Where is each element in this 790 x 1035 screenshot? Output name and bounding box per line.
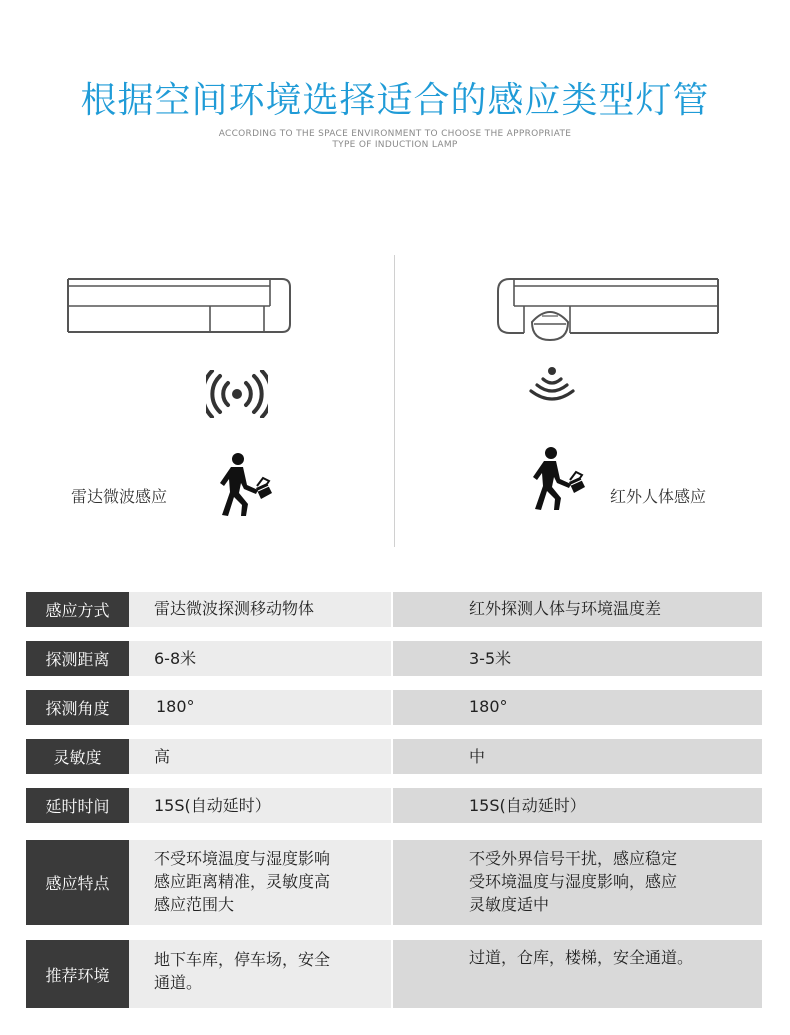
row-header: 灵敏度 [26, 739, 129, 774]
radar-cell-text: 高 [154, 747, 171, 766]
infrared-cell-text: 过道，仓库，楼梯，安全通道。 [469, 948, 694, 967]
subtitle-line-2: TYPE OF INDUCTION LAMP [332, 140, 458, 150]
infrared-cell [393, 592, 762, 627]
table-row-sensing-method [26, 592, 762, 627]
radar-cell-text: 180° [156, 697, 195, 716]
page-title: 根据空间环境选择适合的感应类型灯管 [80, 80, 710, 121]
infrared-cell-text: 180° [469, 697, 508, 716]
row-header: 探测距离 [26, 641, 129, 676]
infrared-cell [393, 739, 762, 774]
table-row-delay-time [26, 788, 762, 823]
table-row-detection-distance [26, 641, 762, 676]
radar-cell-text: 地下车库，停车场，安全 通道。 [154, 950, 331, 992]
radar-cell [129, 940, 391, 1008]
subtitle-line-1: ACCORDING TO THE SPACE ENVIRONMENT TO CHOOSE THE APPROPRIATE [218, 129, 572, 139]
infrared-cell [393, 940, 762, 1008]
row-header: 推荐环境 [26, 940, 129, 1008]
radar-cell [129, 641, 391, 676]
radar-cell [129, 788, 391, 823]
radar-label: 雷达微波感应 [71, 487, 168, 506]
table-row-sensitivity [26, 739, 762, 774]
radar-wave-icon [206, 370, 268, 418]
infrared-wave-icon [528, 366, 576, 402]
radar-cell [129, 840, 391, 925]
infrared-cell [393, 788, 762, 823]
radar-cell [129, 690, 391, 725]
row-header: 感应方式 [26, 592, 129, 627]
radar-cell-text: 15S(自动延时） [154, 796, 271, 815]
table-row-features [26, 840, 762, 925]
radar-tube-illustration [64, 276, 296, 338]
center-divider [394, 255, 395, 547]
radar-cell-text: 不受环境温度与湿度影响 感应距离精准，灵敏度高 感应范围大 [154, 849, 331, 914]
infrared-cell [393, 840, 762, 925]
infrared-cell-text: 红外探测人体与环境温度差 [469, 599, 662, 618]
radar-cell [129, 592, 391, 627]
infrared-cell [393, 690, 762, 725]
walking-person-icon-left [217, 452, 275, 518]
radar-cell-text: 6-8米 [154, 649, 197, 668]
walking-person-icon-right [530, 446, 588, 512]
row-header: 探测角度 [26, 690, 129, 725]
infrared-cell [393, 641, 762, 676]
infrared-cell-text: 不受外界信号干扰，感应稳定 受环境温度与湿度影响，感应 灵敏度适中 [469, 849, 678, 914]
table-row-detection-angle [26, 690, 762, 725]
infrared-cell-text: 15S(自动延时） [469, 796, 586, 815]
radar-cell-text: 雷达微波探测移动物体 [154, 599, 315, 618]
row-header: 感应特点 [26, 840, 129, 925]
infrared-tube-illustration [494, 276, 724, 346]
page-subtitle [0, 129, 790, 151]
radar-cell [129, 739, 391, 774]
infrared-label: 红外人体感应 [610, 487, 707, 506]
infrared-cell-text: 中 [469, 747, 486, 766]
table-row-recommended-environment [26, 940, 762, 1008]
row-header: 延时时间 [26, 788, 129, 823]
infrared-cell-text: 3-5米 [469, 649, 512, 668]
